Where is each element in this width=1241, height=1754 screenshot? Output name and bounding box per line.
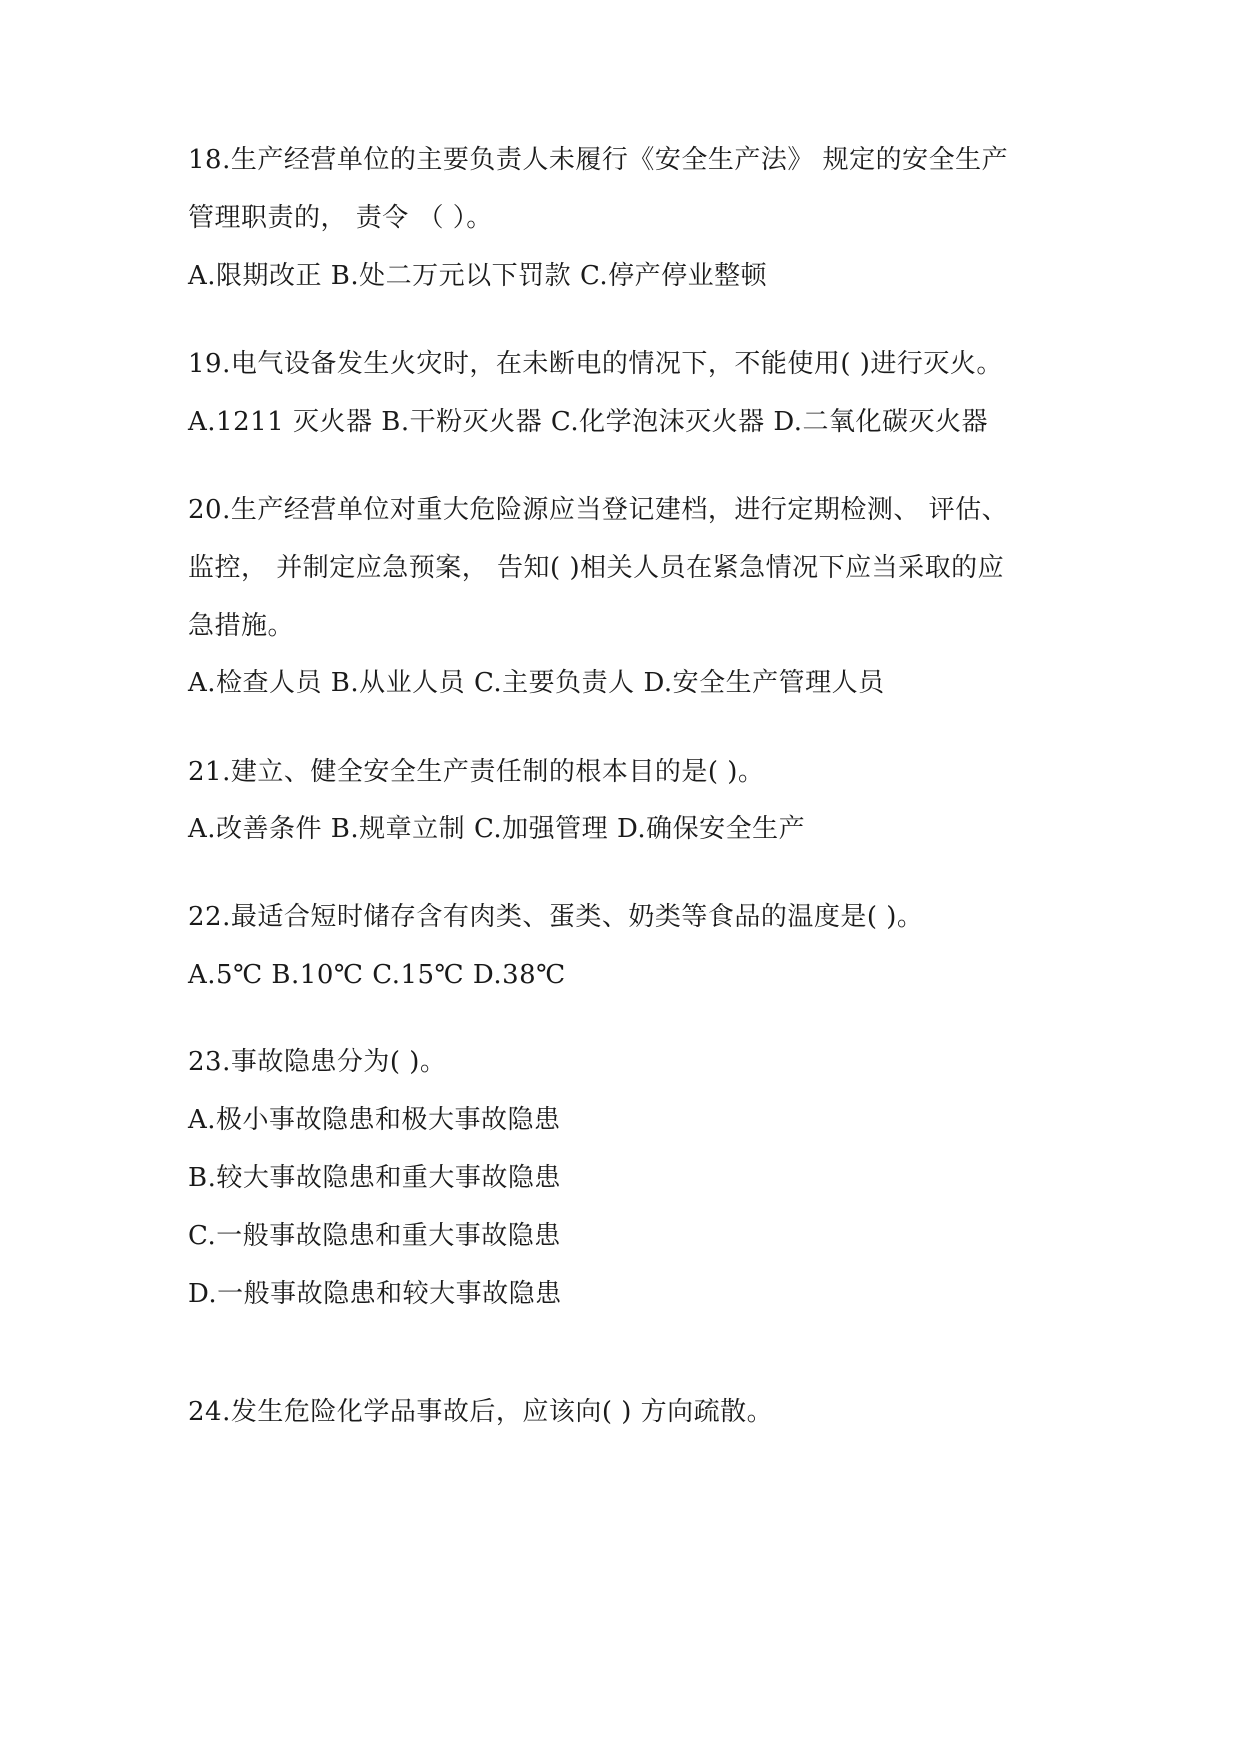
question-23-option-b: B.较大事故隐患和重大事故隐患: [188, 1163, 561, 1193]
question-18-options: A.限期改正 B.处二万元以下罚款 C.停产停业整顿: [188, 261, 768, 291]
question-19-line-1: 19.电气设备发生火灾时，在未断电的情况下，不能使用( )进行灭火。: [188, 349, 1003, 379]
question-18-line-1: 18.生产经营单位的主要负责人未履行《安全生产法》 规定的安全生产: [188, 145, 1009, 175]
question-23-option-c: C.一般事故隐患和重大事故隐患: [188, 1221, 561, 1251]
question-22-line-1: 22.最适合短时储存含有肉类、蛋类、奶类等食品的温度是( )。: [188, 902, 924, 932]
question-18-line-2: 管理职责的， 责令 （ ）。: [188, 203, 493, 233]
question-23-option-d: D.一般事故隐患和较大事故隐患: [188, 1279, 562, 1309]
question-21-line-1: 21.建立、健全安全生产责任制的根本目的是( )。: [188, 757, 765, 787]
question-22-options: A.5℃ B.10℃ C.15℃ D.38℃: [188, 960, 566, 990]
question-20-options: A.检查人员 B.从业人员 C.主要负责人 D.安全生产管理人员: [188, 668, 885, 698]
question-23-line-1: 23.事故隐患分为( )。: [188, 1047, 447, 1077]
question-20-line-3: 急措施。: [188, 611, 295, 641]
question-20-line-1: 20.生产经营单位对重大危险源应当登记建档，进行定期检测、 评估、: [188, 495, 1009, 525]
question-21-options: A.改善条件 B.规章立制 C.加强管理 D.确保安全生产: [188, 814, 806, 844]
question-23-option-a: A.极小事故隐患和极大事故隐患: [188, 1105, 561, 1135]
question-19-options: A.1211 灭火器 B.干粉灭火器 C.化学泡沫灭火器 D.二氧化碳灭火器: [188, 407, 989, 437]
question-24-line-1: 24.发生危险化学品事故后，应该向( ) 方向疏散。: [188, 1397, 774, 1427]
question-20-line-2: 监控， 并制定应急预案， 告知( )相关人员在紧急情况下应当采取的应: [188, 553, 1005, 583]
